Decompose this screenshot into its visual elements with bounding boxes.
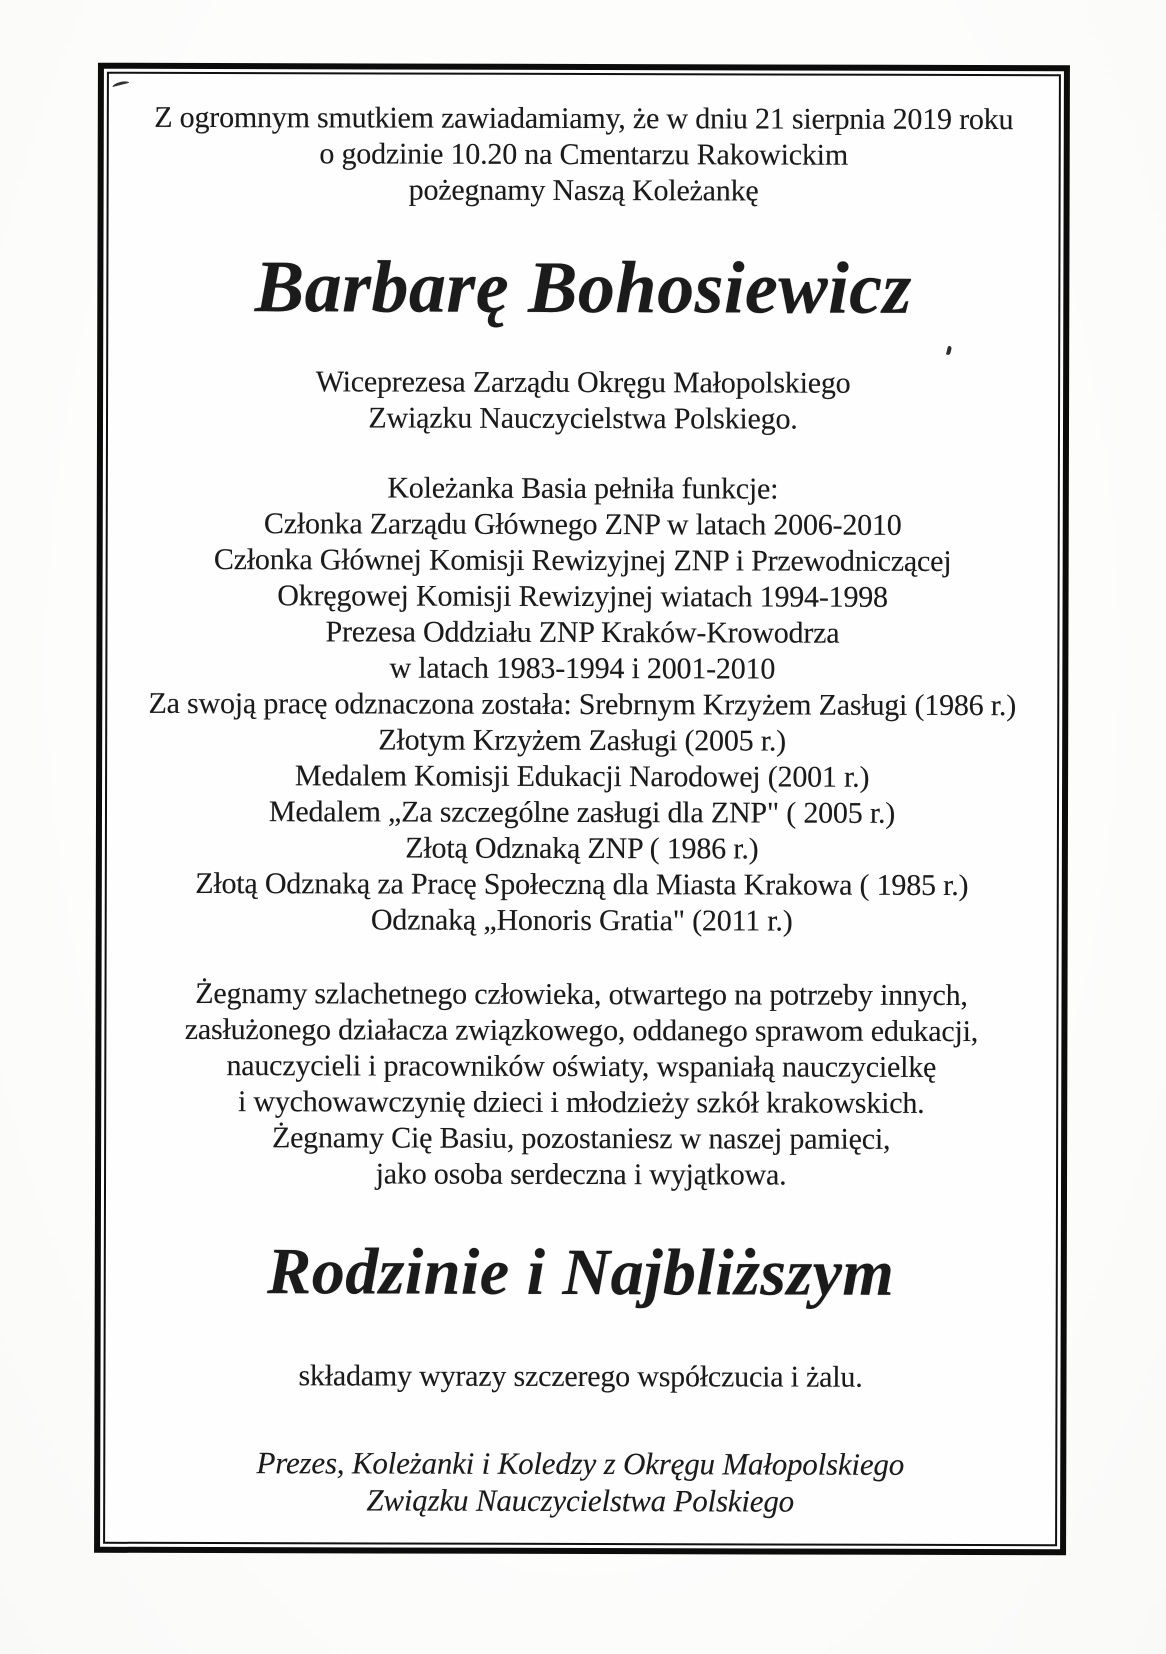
role-line: Wiceprezesa Zarządu Okręgu Małopolskiego <box>315 365 851 400</box>
farewell-line: Żegnamy Cię Basiu, pozostaniesz w naszej pamięci, <box>271 1121 891 1156</box>
farewell-line: i wychowawczynię dzieci i młodzieży szkół krakowskich. <box>237 1085 925 1120</box>
dedication-heading: Rodzinie i Najbliższym <box>267 1235 895 1310</box>
obituary-frame-inner-rule <box>103 72 1061 1546</box>
functions-and-awards-list <box>107 470 1058 940</box>
functions-line: Członka Zarządu Głównego ZNP w latach 2006-2010 <box>263 507 902 542</box>
awards-line: Złotą Odznaką ZNP ( 1986 r.) <box>405 831 759 866</box>
functions-line: Prezesa Oddziału ZNP Kraków-Krowodrza <box>325 615 840 650</box>
awards-line: Złotą Odznaką za Pracę Społeczną dla Miasta Krakowa ( 1985 r.) <box>195 866 969 903</box>
functions-line: Okręgowej Komisji Rewizyjnej wiatach 1994-1998 <box>277 579 888 614</box>
role-line: Związku Nauczycielstwa Polskiego. <box>368 401 798 436</box>
intro-line: Z ogromnym smutkiem zawiadamiamy, że w dniu 21 sierpnia 2019 roku <box>154 100 1014 137</box>
deceased-name: Barbarę Bohosiewicz <box>254 246 913 330</box>
condolence-line: składamy wyrazy szczerego współczucia i żalu. <box>298 1359 863 1394</box>
intro-line: o godzinie 10.20 na Cmentarzu Rakowickim <box>319 137 849 172</box>
condolence-block <box>105 1358 1055 1396</box>
functions-line: Członka Głównej Komisji Rewizyjnej ZNP i Przewodniczącej <box>213 543 952 578</box>
announcement-intro <box>109 100 1059 210</box>
farewell-line: jako osoba serdeczna i wyjątkowa. <box>375 1157 787 1192</box>
awards-line: Medalem „Za szczególne zasługi dla ZNP" ( 2005 r.) <box>268 795 896 830</box>
functions-line: w latach 1983-1994 i 2001-2010 <box>389 651 776 686</box>
obituary-frame <box>94 63 1070 1556</box>
signature-line: Prezes, Koleżanki i Koledzy z Okręgu Małopolskiego <box>256 1445 905 1482</box>
awards-line: Medalem Komisji Edukacji Narodowej (2001 r.) <box>294 759 870 794</box>
signature-block <box>105 1444 1055 1520</box>
deceased-role <box>108 364 1058 438</box>
farewell-line: Żegnamy szlachetnego człowieka, otwartego na potrzeby innych, <box>195 976 968 1013</box>
farewell-paragraph <box>106 976 1057 1194</box>
awards-line: Odznaką „Honoris Gratia" (2011 r.) <box>370 903 793 938</box>
farewell-line: nauczycieli i pracowników oświaty, wspaniałą nauczycielkę <box>226 1049 937 1084</box>
farewell-line: zasłużonego działacza związkowego, oddanego sprawom edukacji, <box>184 1012 979 1049</box>
awards-line: Złotym Krzyżem Zasługi (2005 r.) <box>378 723 787 758</box>
awards-line: Za swoją pracę odznaczona została: Srebrnym Krzyżem Zasługi (1986 r.) <box>148 686 1017 723</box>
signature-line: Związku Nauczycielstwa Polskiego <box>366 1482 795 1519</box>
obituary-content <box>105 74 1059 1544</box>
intro-line: pożegnamy Naszą Koleżankę <box>408 173 759 208</box>
functions-line: Koleżanka Basia pełniła funkcje: <box>387 471 779 506</box>
